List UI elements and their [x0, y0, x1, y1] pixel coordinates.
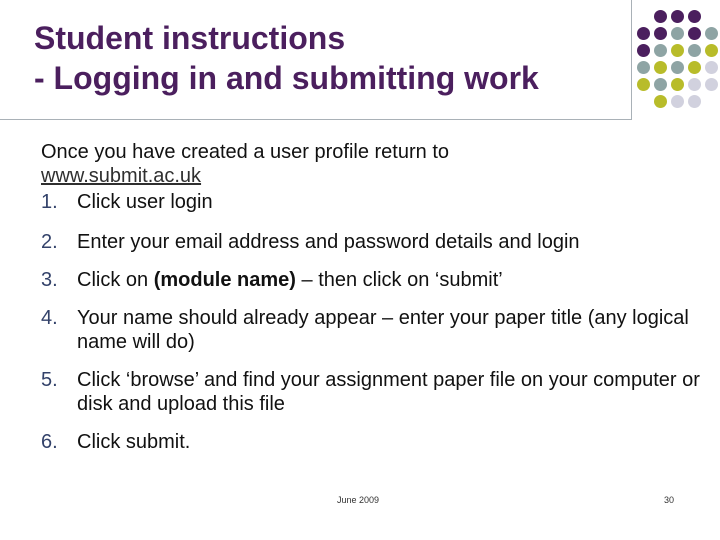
step-text: Click submit.	[77, 431, 191, 453]
slide-body	[41, 140, 701, 454]
title-line-1: Student instructions	[34, 20, 346, 56]
decorative-dot	[705, 27, 718, 40]
decorative-dot	[671, 27, 684, 40]
step-text: Click user login	[77, 191, 213, 213]
footer-date: June 2009	[337, 495, 380, 505]
decorative-dot	[654, 78, 667, 91]
slide-title	[34, 18, 614, 98]
step-number: 6.	[41, 431, 58, 453]
instruction-steps	[41, 190, 701, 454]
step-number: 3.	[41, 269, 58, 291]
decorative-dot	[637, 27, 650, 40]
step-2	[41, 230, 701, 254]
decorative-dot	[654, 61, 667, 74]
vertical-divider	[631, 0, 632, 120]
step-text: Your name should already appear – enter your paper title (any logical name will do)	[77, 307, 689, 353]
decorative-dot	[654, 44, 667, 57]
page-number: 30	[664, 495, 675, 505]
step-4	[41, 306, 701, 354]
step-number: 1.	[41, 191, 58, 213]
decorative-dot	[688, 10, 701, 23]
decorative-dot	[671, 78, 684, 91]
decorative-dot	[671, 44, 684, 57]
step-6	[41, 430, 701, 454]
step-text-prefix: Click on	[77, 269, 154, 291]
step-text	[77, 268, 701, 292]
decorative-dot	[705, 61, 718, 74]
title-line-2: - Logging in and submitting work	[34, 60, 539, 96]
decorative-dot	[688, 27, 701, 40]
step-number: 4.	[41, 307, 58, 329]
title-divider	[0, 119, 632, 120]
submit-site-link[interactable]: www.submit.ac.uk	[41, 165, 202, 187]
decorative-dot	[654, 10, 667, 23]
step-1	[41, 190, 701, 214]
decorative-dot	[654, 95, 667, 108]
decorative-dot	[705, 44, 718, 57]
decorative-dot	[688, 95, 701, 108]
decorative-dot	[671, 95, 684, 108]
decorative-dot	[688, 44, 701, 57]
decorative-dot	[637, 61, 650, 74]
step-text-suffix: – then click on ‘submit’	[295, 269, 503, 291]
decorative-dot	[688, 78, 701, 91]
decorative-dot	[654, 27, 667, 40]
decorative-dot	[671, 61, 684, 74]
step-3	[41, 268, 701, 292]
intro-text: Once you have created a user profile return to	[41, 141, 450, 163]
decorative-dot	[671, 10, 684, 23]
decorative-dot	[688, 61, 701, 74]
step-text: Enter your email address and password details and login	[77, 231, 580, 253]
decorative-dot	[637, 44, 650, 57]
decorative-dot	[705, 78, 718, 91]
step-number: 2.	[41, 231, 58, 253]
module-name-emphasis: (module name)	[153, 269, 296, 291]
step-text: Click ‘browse’ and find your assignment paper file on your computer or disk and upload this file	[77, 369, 700, 415]
step-number: 5.	[41, 369, 58, 391]
decorative-dot	[637, 78, 650, 91]
intro-paragraph	[41, 140, 701, 188]
step-5	[41, 368, 701, 416]
